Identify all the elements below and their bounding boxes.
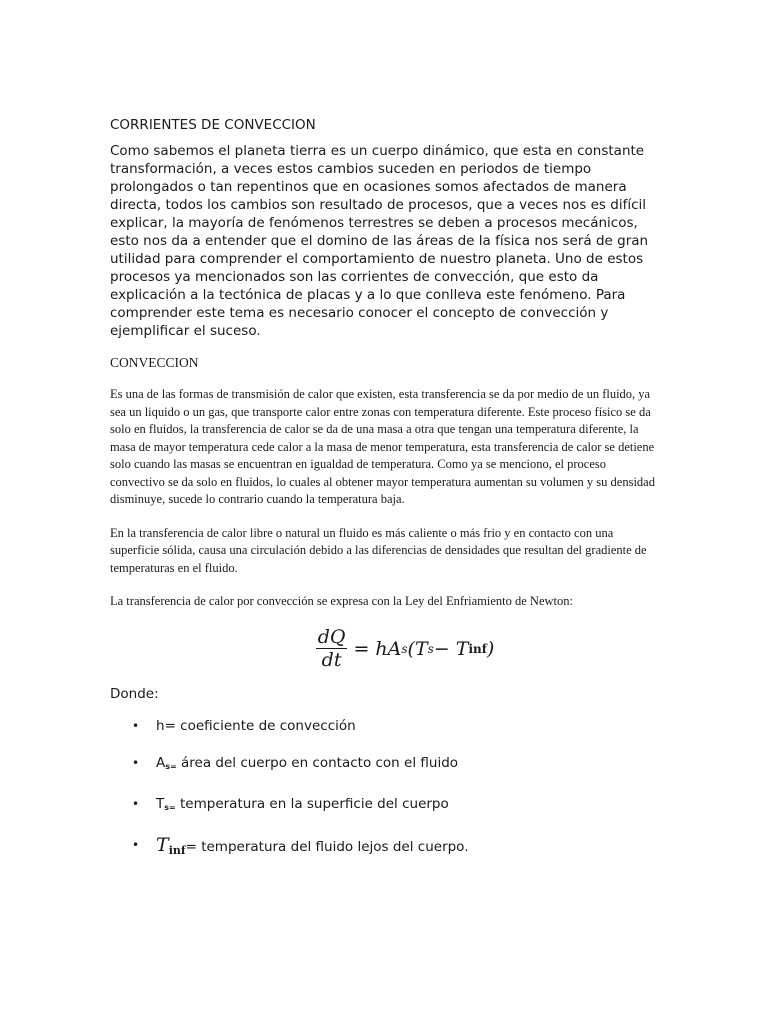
definition-symbol: h xyxy=(156,717,165,734)
document-page xyxy=(110,116,660,879)
definition-text: = temperatura del fluido lejos del cuerpo. xyxy=(185,838,469,855)
donde-label: Donde: xyxy=(110,685,159,702)
list-item xyxy=(132,795,660,817)
formula-denominator: dt xyxy=(321,649,342,671)
paragraph-definition: Es una de las formas de transmisión de calor que existen, esta transferencia se da por medio de un fluido, ya sea un liquido o un gas, que transporte calor entre zonas con temperatura diferente. Este proceso físico se da solo en fluidos, la transferencia de calor se da de una masa a otra que tengan una temperatura diferente, la masa de mayor temperatura cede calor a la masa de menor temperatura, esta transferencia de calor se detiene solo cuando las masas se encuentran en igualdad de temperatura. Como ya se menciono, el proceso convectivo se da solo en fluidos, lo cuales al obtener mayor temperatura aumentan su volumen y su densidad disminuye, sucede lo contrario cuando la temperatura baja. xyxy=(110,387,655,506)
definitions-list xyxy=(110,717,660,860)
definition-subscript: s= xyxy=(165,761,177,771)
definition-subscript: inf xyxy=(168,843,186,857)
section-title: CONVECCION xyxy=(110,355,199,370)
list-item xyxy=(132,833,660,860)
formula-sub-s2: s xyxy=(427,641,434,656)
definition-subscript: s= xyxy=(164,802,176,812)
bullet-icon: • xyxy=(132,718,140,733)
definition-symbol: A xyxy=(156,754,166,771)
formula-paren-open: (T xyxy=(407,637,428,660)
formula-fraction xyxy=(316,627,348,670)
newton-cooling-formula xyxy=(150,627,660,671)
formula-paren-close: ) xyxy=(486,637,495,660)
definition-text: = coeficiente de convección xyxy=(164,717,356,734)
document-title: CORRIENTES DE CONVECCION xyxy=(110,117,316,133)
formula-equals: = hA xyxy=(353,637,402,660)
intro-paragraph: Como sabemos el planeta tierra es un cuerpo dinámico, que esta en constante transformación, a veces estos cambios suceden en periodos de tiempo prolongados o tan repentinos que en ocasiones somos afectados de manera directa, todos los cambios son resultado de procesos, que a veces nos es difícil explicar, la mayoría de fenómenos terrestres se deben a procesos mecánicos, esto nos da a entender que el domino de las áreas de la física nos será de gran utilidad para comprender el comportamiento de nuestro planeta. Uno de estos procesos ya mencionados son las corrientes de convección, que esto da explicación a la tectónica de placas y a lo que conlleva este fenómeno. Para comprender este tema es necesario conocer el concepto de convección y ejemplificar el suceso. xyxy=(110,143,649,339)
formula-numerator: dQ xyxy=(317,626,346,648)
bullet-icon: • xyxy=(132,755,140,770)
formula-sub-s: s xyxy=(401,641,408,656)
bullet-icon: • xyxy=(132,796,140,811)
definition-symbol: T xyxy=(156,795,165,812)
paragraph-newton-law: La transferencia de calor por convección se expresa con la Ley del Enfriamiento de Newton: xyxy=(110,594,573,608)
list-item xyxy=(132,717,660,735)
definition-text: temperatura en la superficie del cuerpo xyxy=(175,795,449,812)
bullet-icon: • xyxy=(132,837,140,852)
paragraph-natural-convection: En la transferencia de calor libre o natural un fluido es más caliente o más frio y en contacto con una superficie sólida, causa una circulación debido a las diferencias de densidades que resultan del gradiente de temperaturas en el fluido. xyxy=(110,525,647,575)
definition-text: área del cuerpo en contacto con el fluido xyxy=(176,754,459,771)
formula-minus: − T xyxy=(433,637,469,660)
formula-sub-inf: inf xyxy=(468,641,487,656)
list-item xyxy=(132,754,660,776)
definition-symbol: T xyxy=(156,833,169,856)
